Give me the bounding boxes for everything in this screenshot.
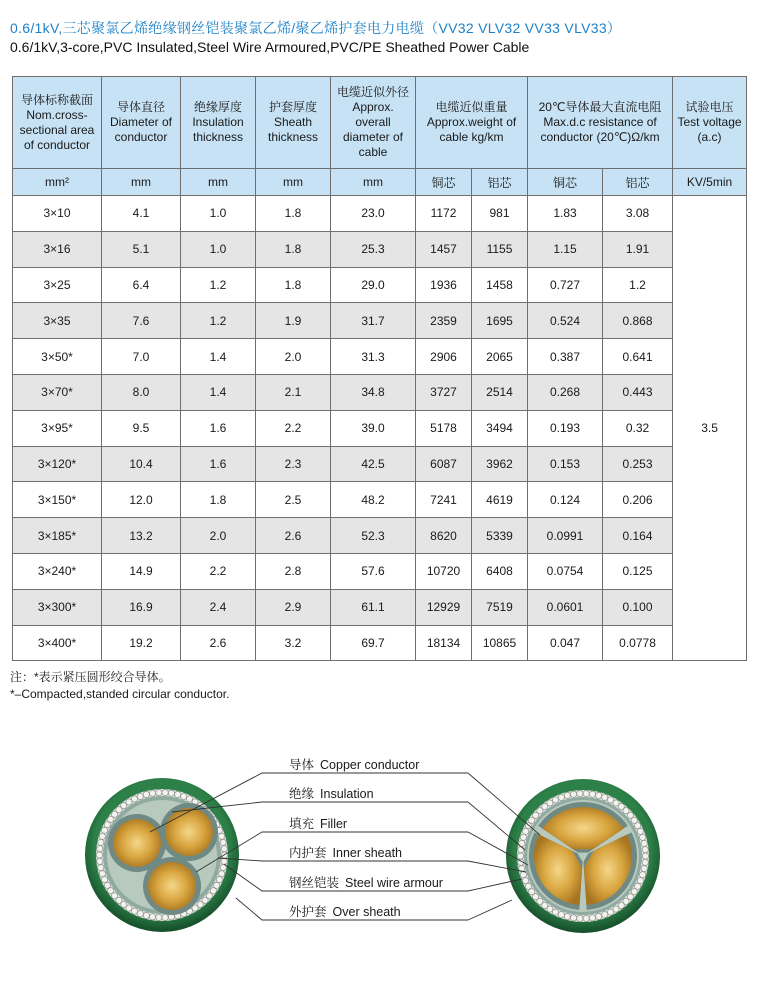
table-cell: 7519	[472, 589, 528, 625]
table-row	[13, 339, 747, 375]
header-overall-diameter-line-2: overall	[355, 115, 391, 129]
table-cell: 5339	[472, 518, 528, 554]
legend-label-2	[289, 816, 347, 831]
table-cell: 3×16	[13, 231, 102, 267]
table-row	[13, 410, 747, 446]
header-sheath-line-1: Sheath	[273, 115, 313, 129]
table-cell: 2065	[472, 339, 528, 375]
table-cell: 0.0778	[603, 625, 673, 661]
header-weight-line-0: 电缆近似重量	[435, 100, 508, 114]
armour-wire	[101, 827, 107, 833]
table-cell: 5.1	[102, 231, 181, 267]
armour-wire	[219, 871, 225, 877]
table-cell: 3×185*	[13, 518, 102, 554]
unit-res-copper: 铜芯	[528, 169, 603, 196]
armour-wire	[564, 792, 570, 798]
header-resistance-line-0: 20℃导体最大直流电阻	[538, 100, 662, 114]
armour-wire	[149, 914, 155, 920]
header-resistance-line-2: conductor (20℃)Ω/km	[540, 130, 660, 144]
table-cell: 1.4	[181, 339, 256, 375]
table-cell: 0.047	[528, 625, 603, 661]
armour-wire	[131, 796, 137, 802]
table-cell: 3494	[472, 410, 528, 446]
header-cross-section-line-1: Nom.cross-	[26, 107, 88, 122]
armour-wire	[570, 915, 576, 921]
legend-cn-2: 填充	[289, 817, 315, 831]
table-cell: 6.4	[102, 267, 181, 303]
table-row	[13, 625, 747, 661]
legend-label-0	[289, 757, 419, 772]
round-conductor-cable	[85, 778, 239, 932]
table-cell: 2.4	[181, 589, 256, 625]
header-overall-diameter-line-3: diameter of	[342, 130, 404, 144]
header-cross-section-line-0: 导体标称截面	[20, 92, 93, 107]
table-cell: 0.153	[528, 446, 603, 482]
table-cell: 2359	[416, 303, 472, 339]
table-cell: 1172	[416, 196, 472, 232]
table-cell: 981	[472, 196, 528, 232]
footnote-en: *–Compacted,standed circular conductor.	[10, 687, 230, 701]
table-cell: 18134	[416, 625, 472, 661]
table-cell: 2.2	[256, 410, 331, 446]
armour-wire	[181, 793, 187, 799]
armour-wire	[547, 800, 553, 806]
cable-spec-table	[12, 76, 747, 661]
table-cell: 3×240*	[13, 553, 102, 589]
table-cell: 3727	[416, 374, 472, 410]
armour-wire	[520, 834, 526, 840]
table-cell: 1.8	[256, 231, 331, 267]
table-cell: 3×35	[13, 303, 102, 339]
table-row	[13, 518, 747, 554]
table-cell: 25.3	[331, 231, 416, 267]
armour-wire	[607, 909, 613, 915]
unit-res-aluminium: 铝芯	[603, 169, 673, 196]
header-cross-section	[13, 77, 102, 169]
armour-wire	[220, 839, 226, 845]
table-cell: 2.0	[181, 518, 256, 554]
armour-wire	[637, 828, 643, 834]
table-cell: 6408	[472, 553, 528, 589]
header-insulation-line-1: Insulation	[192, 115, 244, 129]
page-title-cn: 0.6/1kV,三芯聚氯乙烯绝缘钢丝铠装聚氯乙烯/聚乙烯护套电力电缆（VV32 VLV32 VV33 VLV33）	[10, 20, 622, 36]
table-cell: 13.2	[102, 518, 181, 554]
test-voltage-value: 3.5	[673, 196, 747, 661]
table-cell: 1458	[472, 267, 528, 303]
table-cell: 1.0	[181, 231, 256, 267]
armour-wire	[522, 828, 528, 834]
cable-cross-section-diagram	[0, 740, 760, 983]
table-cell: 2.5	[256, 482, 331, 518]
header-sheath-line-2: thickness	[267, 130, 319, 144]
header-diameter	[102, 77, 181, 169]
armour-wire	[97, 846, 103, 852]
table-cell: 1.8	[256, 267, 331, 303]
table-row	[13, 482, 747, 518]
table-cell: 0.100	[603, 589, 673, 625]
header-cross-section-line-2: sectional area	[19, 122, 95, 137]
table-cell: 12929	[416, 589, 472, 625]
table-cell: 12.0	[102, 482, 181, 518]
armour-wire	[583, 915, 589, 921]
table-cell: 0.0754	[528, 553, 603, 589]
table-cell: 0.524	[528, 303, 603, 339]
table-cell: 2.2	[181, 553, 256, 589]
armour-wire	[156, 914, 162, 920]
header-weight	[416, 77, 528, 169]
table-cell: 3×25	[13, 267, 102, 303]
armour-wire	[552, 909, 558, 915]
table-cell: 8620	[416, 518, 472, 554]
armour-wire	[99, 833, 105, 839]
header-insulation	[181, 77, 256, 169]
armour-wire	[143, 791, 149, 797]
legend-en-2: Filler	[320, 817, 348, 831]
armour-wire	[577, 790, 583, 796]
armour-wire	[564, 913, 570, 919]
table-cell: 0.253	[603, 446, 673, 482]
table-cell: 1155	[472, 231, 528, 267]
armour-wire	[640, 872, 646, 878]
armour-wire	[641, 840, 647, 846]
unit-sheath: mm	[256, 169, 331, 196]
table-cell: 3.08	[603, 196, 673, 232]
table-cell: 1.6	[181, 446, 256, 482]
armour-wire	[602, 912, 608, 918]
legend-cn-4: 钢丝铠装	[289, 876, 340, 890]
table-cell: 10720	[416, 553, 472, 589]
unit-overall: mm	[331, 169, 416, 196]
table-cell: 19.2	[102, 625, 181, 661]
header-sheath	[256, 77, 331, 169]
table-cell: 0.164	[603, 518, 673, 554]
header-diameter-line-2: conductor	[114, 130, 168, 144]
header-resistance	[528, 77, 673, 169]
table-cell: 8.0	[102, 374, 181, 410]
table-row	[13, 231, 747, 267]
armour-wire	[522, 878, 528, 884]
header-test-voltage-line-1: Test voltage	[677, 115, 742, 129]
table-cell: 2.1	[256, 374, 331, 410]
table-cell: 1.6	[181, 410, 256, 446]
armour-wire	[570, 791, 576, 797]
table-cell: 3×10	[13, 196, 102, 232]
header-diameter-line-0: 导体直径	[116, 100, 165, 114]
table-cell: 7.6	[102, 303, 181, 339]
table-cell: 3×150*	[13, 482, 102, 518]
table-cell: 69.7	[331, 625, 416, 661]
header-sheath-line-0: 护套厚度	[268, 100, 317, 114]
table-cell: 34.8	[331, 374, 416, 410]
table-cell: 0.193	[528, 410, 603, 446]
legend-en-0: Copper conductor	[320, 758, 420, 772]
legend-cn-1: 绝缘	[289, 787, 315, 801]
header-test-voltage-line-0: 试验电压	[685, 100, 734, 114]
component-legend	[289, 757, 443, 919]
table-cell: 0.868	[603, 303, 673, 339]
armour-wire	[98, 839, 104, 845]
table-cell: 10.4	[102, 446, 181, 482]
table-cell: 31.3	[331, 339, 416, 375]
header-cross-section-line-3: of conductor	[23, 137, 91, 152]
armour-wire	[221, 858, 227, 864]
table-cell: 3×400*	[13, 625, 102, 661]
armour-wire	[613, 906, 619, 912]
table-cell: 1936	[416, 267, 472, 303]
unit-weight-copper: 铜芯	[416, 169, 472, 196]
legend-cn-3: 内护套	[289, 846, 327, 860]
legend-en-3: Inner sheath	[332, 846, 403, 860]
armour-wire	[596, 913, 602, 919]
table-cell: 5178	[416, 410, 472, 446]
unit-voltage: KV/5min	[673, 169, 747, 196]
legend-en-4: Steel wire armour	[345, 876, 443, 890]
table-cell: 3×300*	[13, 589, 102, 625]
table-cell: 1.4	[181, 374, 256, 410]
legend-label-1	[289, 786, 374, 801]
header-overall-diameter-line-4: cable	[358, 145, 388, 159]
table-cell: 0.32	[603, 410, 673, 446]
armour-wire	[525, 883, 531, 889]
armour-wire	[637, 878, 643, 884]
table-cell: 2514	[472, 374, 528, 410]
table-cell: 7241	[416, 482, 472, 518]
unit-diameter: mm	[102, 169, 181, 196]
armour-wire	[577, 915, 583, 921]
table-cell: 9.5	[102, 410, 181, 446]
table-row	[13, 196, 747, 232]
table-cell: 2.8	[256, 553, 331, 589]
armour-wire	[596, 792, 602, 798]
header-test-voltage-line-2: (a.c)	[697, 130, 722, 144]
table-cell: 2.0	[256, 339, 331, 375]
table-cell: 2.3	[256, 446, 331, 482]
table-cell: 31.7	[331, 303, 416, 339]
table-cell: 3×95*	[13, 410, 102, 446]
table-cell: 4.1	[102, 196, 181, 232]
table-cell: 3.2	[256, 625, 331, 661]
table-cell: 0.125	[603, 553, 673, 589]
legend-label-3	[289, 845, 402, 860]
table-cell: 29.0	[331, 267, 416, 303]
legend-cn-0: 导体	[289, 758, 315, 772]
table-cell: 2906	[416, 339, 472, 375]
table-cell: 1.2	[603, 267, 673, 303]
armour-wire	[589, 791, 595, 797]
table-row	[13, 553, 747, 589]
armour-wire	[642, 847, 648, 853]
armour-wire	[137, 911, 143, 917]
unit-insulation: mm	[181, 169, 256, 196]
table-cell: 0.206	[603, 482, 673, 518]
table-cell: 2.9	[256, 589, 331, 625]
table-cell: 1457	[416, 231, 472, 267]
table-cell: 0.443	[603, 374, 673, 410]
table-cell: 1.9	[256, 303, 331, 339]
armour-wire	[216, 877, 222, 883]
sector-conductor-cable	[506, 779, 660, 933]
table-cell: 1695	[472, 303, 528, 339]
unit-section: mm²	[13, 169, 102, 196]
table-cell: 1.0	[181, 196, 256, 232]
armour-wire	[104, 882, 110, 888]
header-resistance-line-1: Max.d.c resistance of	[543, 115, 657, 129]
table-cell: 0.387	[528, 339, 603, 375]
page-title-en: 0.6/1kV,3-core,PVC Insulated,Steel Wire Armoured,PVC/PE Sheathed Power Cable	[10, 39, 530, 55]
header-weight-line-1: Approx.weight of	[426, 115, 517, 129]
footnote-cn: 注：*表示紧压圆形绞合导体。	[10, 670, 171, 684]
armour-wire	[99, 871, 105, 877]
table-row	[13, 374, 747, 410]
header-insulation-line-0: 绝缘厚度	[193, 100, 242, 114]
armour-wire	[642, 853, 648, 859]
armour-wire	[640, 834, 646, 840]
armour-wire	[520, 872, 526, 878]
armour-wire	[143, 912, 149, 918]
armour-wire	[97, 858, 103, 864]
table-cell: 4619	[472, 482, 528, 518]
unit-weight-aluminium: 铝芯	[472, 169, 528, 196]
armour-wire	[162, 789, 168, 795]
header-overall-diameter	[331, 77, 416, 169]
legend-label-4	[289, 875, 443, 890]
armour-wire	[589, 915, 595, 921]
header-overall-diameter-line-0: 电缆近似外径	[336, 85, 409, 99]
armour-wire	[162, 914, 168, 920]
leader-line	[468, 900, 512, 920]
armour-wire	[131, 908, 137, 914]
table-cell: 3962	[472, 446, 528, 482]
legend-label-5	[289, 904, 401, 919]
table-cell: 2.6	[256, 518, 331, 554]
table-cell: 0.727	[528, 267, 603, 303]
armour-wire	[168, 790, 174, 796]
armour-wire	[96, 852, 102, 858]
table-cell: 0.0601	[528, 589, 603, 625]
armour-wire	[602, 794, 608, 800]
header-diameter-line-1: Diameter of	[109, 115, 173, 129]
table-cell: 1.8	[256, 196, 331, 232]
table-cell: 39.0	[331, 410, 416, 446]
armour-wire	[156, 789, 162, 795]
table-cell: 7.0	[102, 339, 181, 375]
table-cell: 0.124	[528, 482, 603, 518]
legend-cn-5: 外护套	[289, 905, 327, 919]
table-cell: 3×50*	[13, 339, 102, 375]
armour-wire	[552, 797, 558, 803]
table-cell: 52.3	[331, 518, 416, 554]
header-test-voltage	[673, 77, 747, 169]
table-cell: 1.15	[528, 231, 603, 267]
table-row	[13, 303, 747, 339]
table-cell: 0.0991	[528, 518, 603, 554]
armour-wire	[149, 790, 155, 796]
armour-wire	[186, 796, 192, 802]
armour-wire	[641, 865, 647, 871]
armour-wire	[98, 864, 104, 870]
armour-wire	[101, 877, 107, 883]
armour-wire	[221, 846, 227, 852]
table-cell: 1.83	[528, 196, 603, 232]
armour-wire	[518, 847, 524, 853]
armour-wire	[607, 797, 613, 803]
copper-conductor-1	[113, 819, 161, 867]
table-cell: 23.0	[331, 196, 416, 232]
table-cell: 0.268	[528, 374, 603, 410]
table-cell: 2.6	[181, 625, 256, 661]
copper-conductor-3	[148, 862, 196, 910]
table-cell: 48.2	[331, 482, 416, 518]
table-cell: 3×70*	[13, 374, 102, 410]
armour-wire	[635, 823, 641, 829]
table-cell: 1.2	[181, 303, 256, 339]
table-cell: 0.641	[603, 339, 673, 375]
table-cell: 1.91	[603, 231, 673, 267]
table-cell: 57.6	[331, 553, 416, 589]
table-body	[13, 196, 747, 661]
armour-wire	[126, 799, 132, 805]
header-insulation-line-2: thickness	[192, 130, 244, 144]
legend-en-1: Insulation	[320, 787, 374, 801]
table-cell: 1.8	[181, 482, 256, 518]
table-cell: 61.1	[331, 589, 416, 625]
armour-wire	[583, 790, 589, 796]
armour-wire	[558, 794, 564, 800]
armour-wire	[558, 912, 564, 918]
table-cell: 10865	[472, 625, 528, 661]
table-cell: 14.9	[102, 553, 181, 589]
armour-wire	[137, 793, 143, 799]
table-cell: 6087	[416, 446, 472, 482]
table-row	[13, 446, 747, 482]
table-row	[13, 267, 747, 303]
armour-wire	[175, 791, 181, 797]
table-cell: 42.5	[331, 446, 416, 482]
table-cell: 3×120*	[13, 446, 102, 482]
armour-wire	[517, 853, 523, 859]
table-cell: 1.2	[181, 267, 256, 303]
table-row	[13, 589, 747, 625]
armour-wire	[642, 859, 648, 865]
legend-en-5: Over sheath	[332, 905, 401, 919]
header-weight-line-2: cable kg/km	[439, 130, 504, 144]
armour-wire	[219, 833, 225, 839]
header-overall-diameter-line-1: Approx.	[352, 100, 394, 114]
copper-conductor-2	[165, 808, 213, 856]
table-cell: 16.9	[102, 589, 181, 625]
